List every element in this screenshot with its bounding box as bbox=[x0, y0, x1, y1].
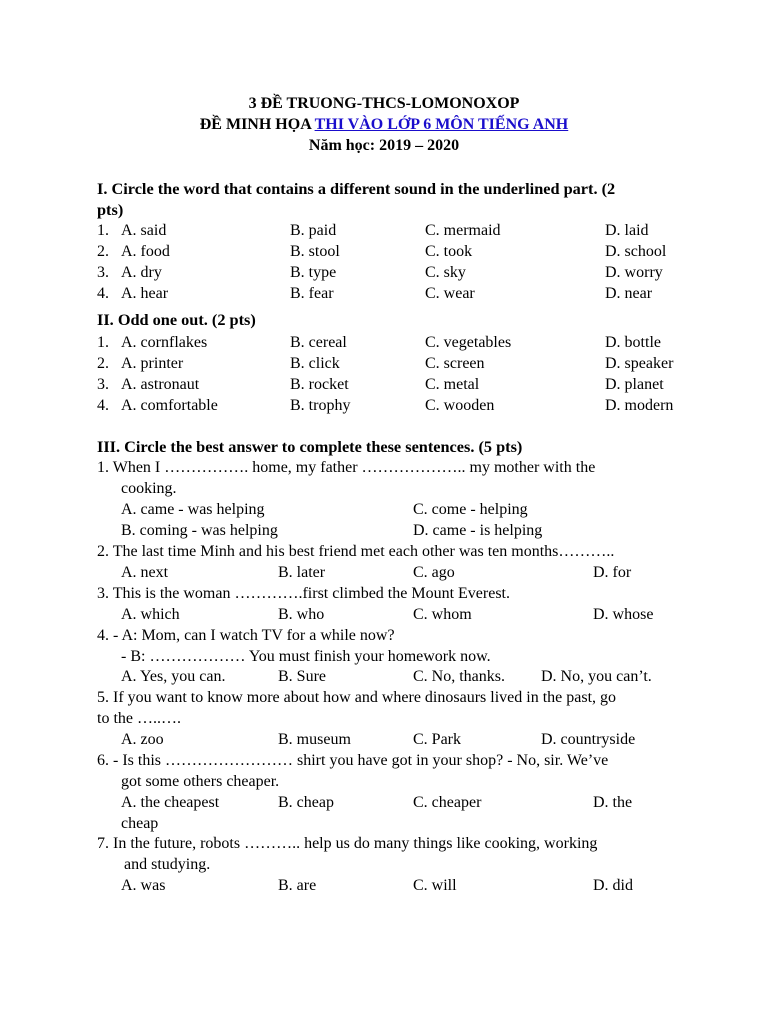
q5-option-a[interactable]: A. zoo bbox=[121, 731, 164, 748]
q6-option-c[interactable]: C. cheaper bbox=[413, 794, 482, 811]
option-b[interactable]: B. click bbox=[290, 355, 340, 372]
q7-option-a[interactable]: A. was bbox=[121, 877, 166, 894]
q3-option-c[interactable]: C. whom bbox=[413, 606, 472, 623]
option-a[interactable]: A. cornflakes bbox=[121, 334, 208, 351]
q2-stem: 2. The last time Minh and his best friend met each other was ten months……….. bbox=[97, 543, 615, 560]
row-number: 2. bbox=[97, 243, 109, 260]
q1-option-a[interactable]: A. came - was helping bbox=[121, 501, 265, 518]
row-number: 4. bbox=[97, 397, 109, 414]
q4-option-a[interactable]: A. Yes, you can. bbox=[121, 668, 226, 685]
q5-option-b[interactable]: B. museum bbox=[278, 731, 351, 748]
row-number: 1. bbox=[97, 222, 109, 239]
q2-option-b[interactable]: B. later bbox=[278, 564, 326, 581]
q2-option-a[interactable]: A. next bbox=[121, 564, 169, 581]
q6-stem: 6. - Is this …………………… shirt you have got in your shop? - No, sir. We’ve bbox=[97, 752, 609, 769]
q1-stem: 1. When I ……………. home, my father ……………….. my mother with the bbox=[97, 459, 596, 476]
row-number: 3. bbox=[97, 376, 109, 393]
q6-option-b[interactable]: B. cheap bbox=[278, 794, 334, 811]
option-a[interactable]: A. astronaut bbox=[121, 376, 200, 393]
row-number: 2. bbox=[97, 355, 109, 372]
q7-stem-cont: and studying. bbox=[124, 856, 211, 873]
school-year: Năm học: 2019 – 2020 bbox=[308, 137, 460, 154]
option-c[interactable]: C. mermaid bbox=[425, 222, 501, 239]
option-d[interactable]: D. speaker bbox=[605, 355, 674, 372]
q1-stem-cont: cooking. bbox=[121, 480, 177, 497]
q1-option-c[interactable]: C. come - helping bbox=[413, 501, 528, 518]
option-a[interactable]: A. said bbox=[121, 222, 167, 239]
q4-option-d[interactable]: D. No, you can’t. bbox=[541, 668, 652, 685]
q5-option-c[interactable]: C. Park bbox=[413, 731, 461, 748]
option-b[interactable]: B. rocket bbox=[290, 376, 349, 393]
row-number: 4. bbox=[97, 285, 109, 302]
q3-option-b[interactable]: B. who bbox=[278, 606, 325, 623]
option-d[interactable]: D. worry bbox=[605, 264, 663, 281]
option-b[interactable]: B. trophy bbox=[290, 397, 351, 414]
option-c[interactable]: C. vegetables bbox=[425, 334, 512, 351]
q7-option-b[interactable]: B. are bbox=[278, 877, 317, 894]
option-d[interactable]: D. bottle bbox=[605, 334, 661, 351]
option-b[interactable]: B. type bbox=[290, 264, 337, 281]
document-title: 3 ĐỀ TRUONG-THCS-LOMONOXOP bbox=[248, 95, 520, 112]
option-d[interactable]: D. school bbox=[605, 243, 667, 260]
option-b[interactable]: B. fear bbox=[290, 285, 334, 302]
section1-title: I. Circle the word that contains a different sound in the underlined part. (2 bbox=[97, 179, 616, 198]
section1-title-cont: pts) bbox=[97, 200, 124, 219]
option-a[interactable]: A. printer bbox=[121, 355, 184, 372]
q5-stem-cont: to the …..…. bbox=[97, 710, 181, 727]
q1-option-d[interactable]: D. came - is helping bbox=[413, 522, 543, 539]
q7-option-d[interactable]: D. did bbox=[593, 877, 633, 894]
q5-stem: 5. If you want to know more about how and where dinosaurs lived in the past, go bbox=[97, 689, 617, 706]
option-a[interactable]: A. comfortable bbox=[121, 397, 218, 414]
q2-option-d[interactable]: D. for bbox=[593, 564, 632, 581]
q1-option-b[interactable]: B. coming - was helping bbox=[121, 522, 278, 539]
section3-title: III. Circle the best answer to complete these sentences. (5 pts) bbox=[97, 437, 523, 456]
q3-option-a[interactable]: A. which bbox=[121, 606, 180, 623]
option-b[interactable]: B. paid bbox=[290, 222, 337, 239]
q4-option-b[interactable]: B. Sure bbox=[278, 668, 326, 685]
q3-stem: 3. This is the woman ………….first climbed the Mount Everest. bbox=[97, 585, 510, 602]
q2-option-c[interactable]: C. ago bbox=[413, 564, 455, 581]
q4-option-c[interactable]: C. No, thanks. bbox=[413, 668, 505, 685]
q6-option-a[interactable]: A. the cheapest bbox=[121, 794, 220, 811]
option-d[interactable]: D. modern bbox=[605, 397, 674, 414]
q4-stem: 4. - A: Mom, can I watch TV for a while now? bbox=[97, 627, 395, 644]
document-subtitle: ĐỀ MINH HỌA THI VÀO LỚP 6 MÔN TIẾNG ANH bbox=[199, 116, 569, 133]
option-a[interactable]: A. food bbox=[121, 243, 170, 260]
q6-option-d-cont: cheap bbox=[121, 815, 159, 832]
option-c[interactable]: C. took bbox=[425, 243, 473, 260]
q3-option-d[interactable]: D. whose bbox=[593, 606, 654, 623]
title-link[interactable]: THI VÀO LỚP 6 MÔN TIẾNG ANH bbox=[314, 116, 569, 133]
option-c[interactable]: C. wooden bbox=[425, 397, 495, 414]
option-c[interactable]: C. metal bbox=[425, 376, 480, 393]
option-c[interactable]: C. wear bbox=[425, 285, 475, 302]
q6-option-d[interactable]: D. the bbox=[593, 794, 633, 811]
q4-stem-cont: - B: ……………… You must finish your homework now. bbox=[121, 648, 491, 665]
option-c[interactable]: C. sky bbox=[425, 264, 466, 281]
option-c[interactable]: C. screen bbox=[425, 355, 485, 372]
q5-option-d[interactable]: D. countryside bbox=[541, 731, 636, 748]
q7-option-c[interactable]: C. will bbox=[413, 877, 457, 894]
option-d[interactable]: D. planet bbox=[605, 376, 664, 393]
q7-stem: 7. In the future, robots ……….. help us do many things like cooking, working bbox=[97, 835, 598, 852]
q6-stem-cont: got some others cheaper. bbox=[121, 773, 280, 790]
row-number: 1. bbox=[97, 334, 109, 351]
option-b[interactable]: B. cereal bbox=[290, 334, 347, 351]
option-b[interactable]: B. stool bbox=[290, 243, 340, 260]
option-a[interactable]: A. dry bbox=[121, 264, 162, 281]
option-d[interactable]: D. laid bbox=[605, 222, 649, 239]
row-number: 3. bbox=[97, 264, 109, 281]
option-d[interactable]: D. near bbox=[605, 285, 653, 302]
option-a[interactable]: A. hear bbox=[121, 285, 169, 302]
section2-title: II. Odd one out. (2 pts) bbox=[97, 310, 256, 329]
